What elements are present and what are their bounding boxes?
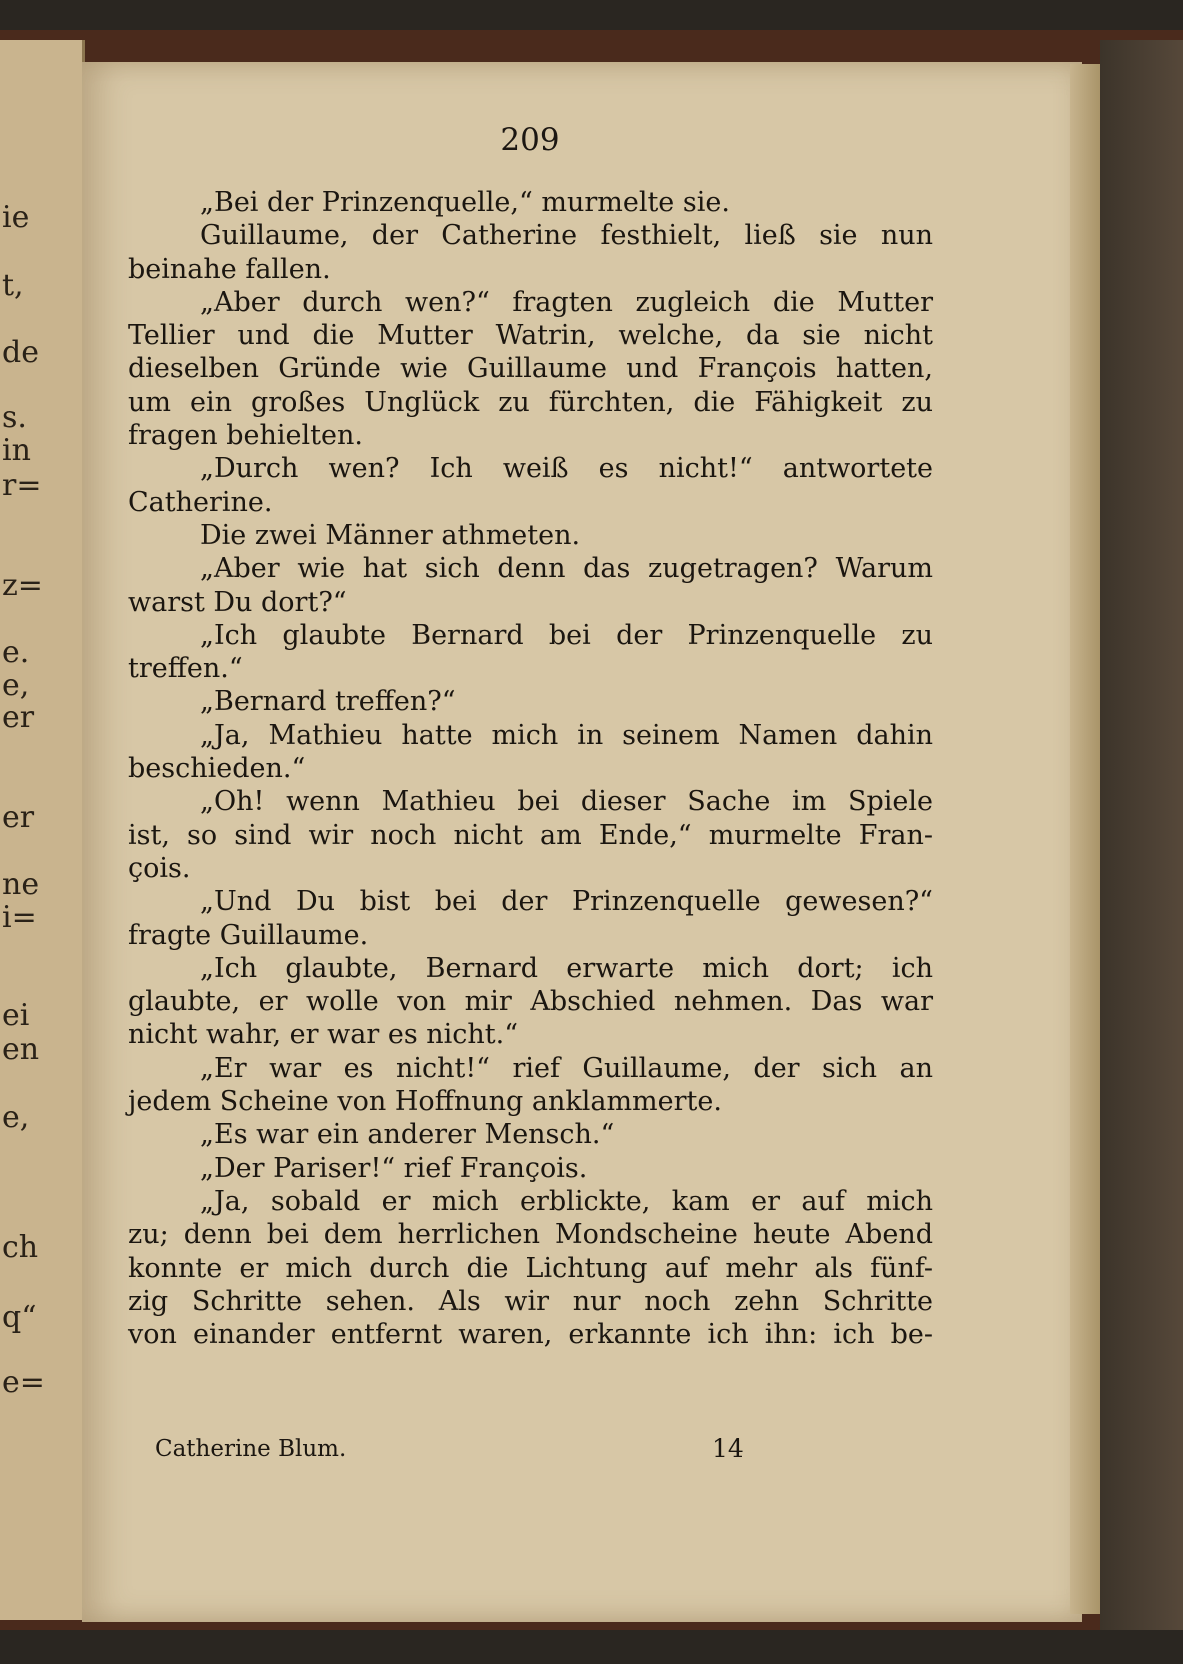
text-line: fragen behielten. <box>128 420 363 452</box>
text-line: warst Du dort?“ <box>128 586 347 618</box>
text-line: um ein großes Unglück zu fürchten, die Fähigkeit zu <box>128 386 933 418</box>
page-number: 209 <box>500 122 560 158</box>
text-line: Catherine. <box>128 486 273 518</box>
text-line: „Aber wie hat sich denn das zugetragen? Warum <box>200 553 933 585</box>
left-fragment: in <box>2 433 31 468</box>
text-line: „Ich glaubte, Bernard erwarte mich dort; ich <box>200 952 933 984</box>
text-line: „Es war ein anderer Mensch.“ <box>200 1119 615 1151</box>
text-line: beschieden.“ <box>128 753 306 785</box>
left-fragment: i= <box>2 900 37 935</box>
left-fragment: s. <box>2 400 27 435</box>
text-line: „Ich glaubte Bernard bei der Prinzenquelle zu <box>200 619 933 651</box>
left-fragment: z= <box>2 568 43 603</box>
text-line: Tellier und die Mutter Watrin, welche, da sie nicht <box>128 320 933 352</box>
text-line: „Und Du bist bei der Prinzenquelle gewesen?“ <box>200 886 933 918</box>
left-fragment: e. <box>2 635 30 670</box>
text-line: „Ja, Mathieu hatte mich in seinem Namen dahin <box>200 719 933 751</box>
text-line: „Bernard treffen?“ <box>200 686 456 718</box>
left-fragment: r= <box>2 468 42 503</box>
text-line: konnte er mich durch die Lichtung auf mehr als fünf- <box>128 1252 933 1284</box>
text-line: beinahe fallen. <box>128 253 331 285</box>
text-line: dieselben Gründe wie Guillaume und François hatten, <box>128 353 933 385</box>
text-line: „Der Pariser!“ rief François. <box>200 1152 588 1184</box>
text-line: jedem Scheine von Hoffnung anklammerte. <box>128 1086 722 1118</box>
left-fragment: t, <box>2 268 24 303</box>
footer-signature: Catherine Blum. <box>155 1436 347 1462</box>
text-line: „Oh! wenn Mathieu bei dieser Sache im Spiele <box>200 786 933 818</box>
left-fragment: e= <box>2 1365 45 1400</box>
text-line: fragte Guillaume. <box>128 919 369 951</box>
book-cover-edge <box>1100 40 1183 1630</box>
left-fragment: ne <box>2 867 40 902</box>
text-line: „Durch wen? Ich weiß es nicht!“ antwortete <box>200 453 933 485</box>
left-fragment: ei <box>2 998 30 1033</box>
left-fragment: q“ <box>2 1300 37 1335</box>
left-fragment: en <box>2 1032 40 1067</box>
text-line: nicht wahr, er war es nicht.“ <box>128 1019 519 1051</box>
text-line: glaubte, er wolle von mir Abschied nehmen. Das war <box>128 986 933 1018</box>
text-line: treffen.“ <box>128 653 243 685</box>
text-line: çois. <box>128 852 191 884</box>
left-fragment: ch <box>2 1230 39 1265</box>
text-line: Guillaume, der Catherine festhielt, ließ sie nun <box>200 220 933 252</box>
left-fragment: er <box>2 800 35 835</box>
page-body-text <box>128 186 933 1351</box>
text-line: zig Schritte sehen. Als wir nur noch zehn Schritte <box>128 1285 933 1317</box>
footer-sheet-number: 14 <box>712 1434 744 1463</box>
text-line: „Aber durch wen?“ fragten zugleich die Mutter <box>200 286 933 318</box>
left-fragment: er <box>2 700 35 735</box>
left-fragment: e, <box>2 668 30 703</box>
left-fragment: e, <box>2 1100 30 1135</box>
left-fragment: ie <box>2 200 30 235</box>
text-line: Die zwei Männer athmeten. <box>200 519 581 551</box>
left-fragment: de <box>2 335 39 370</box>
text-line: von einander entfernt waren, erkannte ich ihn: ich be- <box>128 1319 933 1351</box>
text-line: „Bei der Prinzenquelle,“ murmelte sie. <box>200 187 730 218</box>
text-line: „Ja, sobald er mich erblickte, kam er auf mich <box>200 1185 933 1217</box>
page-stack-edge <box>1070 64 1100 1614</box>
left-page-edge <box>0 40 85 1620</box>
text-line: ist, so sind wir noch nicht am Ende,“ murmelte Fran- <box>128 819 933 851</box>
text-line: „Er war es nicht!“ rief Guillaume, der sich an <box>200 1052 933 1084</box>
text-line: zu; denn bei dem herrlichen Mondscheine heute Abend <box>128 1219 933 1251</box>
